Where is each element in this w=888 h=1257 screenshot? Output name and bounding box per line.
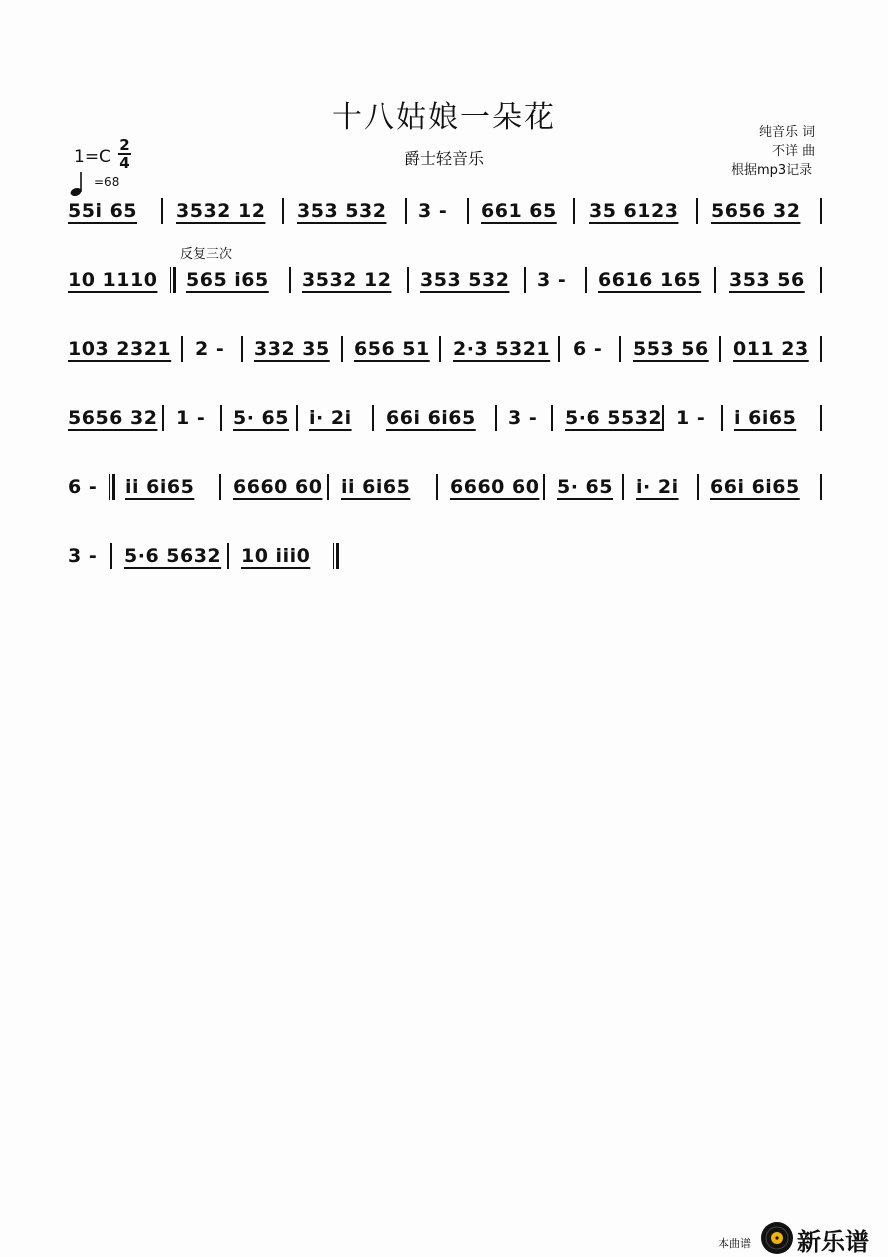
barline <box>551 405 553 431</box>
score-line <box>0 537 888 575</box>
measure: 5·6 5632 <box>124 545 222 567</box>
barline <box>227 543 229 569</box>
measure: 66i 6i65 <box>710 476 800 498</box>
composer-credit: 不详 曲 <box>772 144 816 159</box>
measure: i· 2i <box>636 476 679 498</box>
barline <box>524 267 526 293</box>
site-brand: 新乐谱 <box>797 1228 869 1256</box>
barline <box>161 198 163 224</box>
barline <box>662 405 664 431</box>
double-barline <box>333 543 339 569</box>
score-line <box>0 192 888 230</box>
measure: 553 56 <box>633 338 709 360</box>
measure: 2 - <box>195 338 225 360</box>
barline <box>558 336 560 362</box>
measure: ii 6i65 <box>341 476 411 498</box>
measure: 353 56 <box>729 269 805 291</box>
time-signature-bottom: 4 <box>119 153 130 172</box>
measure: 2·3 5321 <box>453 338 551 360</box>
key-signature: 1=C <box>74 147 111 167</box>
barline <box>820 198 822 224</box>
barline <box>439 336 441 362</box>
barline <box>181 336 183 362</box>
measure: 353 532 <box>297 200 387 222</box>
measure: 1 - <box>176 407 206 429</box>
barline <box>820 336 822 362</box>
barline <box>372 405 374 431</box>
measure: 5·6 5532 <box>565 407 663 429</box>
measure: 6 - <box>573 338 603 360</box>
barline <box>721 405 723 431</box>
measure: 6660 60 <box>450 476 540 498</box>
time-signature <box>118 137 131 171</box>
measure: 353 532 <box>420 269 510 291</box>
double-barline <box>109 474 115 500</box>
repeat-instruction: 反复三次 <box>180 247 233 262</box>
measure: 6616 165 <box>598 269 702 291</box>
barline <box>219 474 221 500</box>
score-line <box>0 261 888 299</box>
measure: 332 35 <box>254 338 330 360</box>
measure: i· 2i <box>309 407 352 429</box>
measure: 10 iii0 <box>241 545 311 567</box>
barline <box>573 198 575 224</box>
vinyl-record-icon <box>760 1221 794 1255</box>
measure: 3 - <box>418 200 448 222</box>
footer-caption: 本曲谱 <box>718 1237 751 1250</box>
barline <box>110 543 112 569</box>
page-subtitle: 爵士轻音乐 <box>403 149 484 168</box>
barline <box>714 267 716 293</box>
barline <box>436 474 438 500</box>
barline <box>619 336 621 362</box>
transcription-credit: 根据mp3记录 <box>731 163 813 178</box>
barline <box>162 405 164 431</box>
measure: 3532 12 <box>176 200 266 222</box>
barline <box>296 405 298 431</box>
measure: 011 23 <box>733 338 809 360</box>
measure: i 6i65 <box>734 407 797 429</box>
barline <box>719 336 721 362</box>
barline <box>543 474 545 500</box>
barline <box>820 405 822 431</box>
measure: 661 65 <box>481 200 557 222</box>
barline <box>697 474 699 500</box>
score-line <box>0 330 888 368</box>
barline <box>327 474 329 500</box>
measure: 1 - <box>676 407 706 429</box>
barline <box>622 474 624 500</box>
measure: 5· 65 <box>233 407 289 429</box>
measure: 3 - <box>68 545 98 567</box>
barline <box>341 336 343 362</box>
measure: 656 51 <box>354 338 430 360</box>
measure: 6660 60 <box>233 476 323 498</box>
measure: 55i 65 <box>68 200 138 222</box>
tempo-marking: =68 <box>94 175 120 189</box>
barline <box>696 198 698 224</box>
measure: 565 i65 <box>186 269 269 291</box>
measure: 5656 32 <box>711 200 801 222</box>
barline <box>820 474 822 500</box>
barline <box>467 198 469 224</box>
measure: 3 - <box>537 269 567 291</box>
measure: 5656 32 <box>68 407 158 429</box>
measure: 35 6123 <box>589 200 679 222</box>
time-signature-top: 2 <box>119 136 130 154</box>
barline <box>289 267 291 293</box>
barline <box>405 198 407 224</box>
measure: 10 1110 <box>68 269 158 291</box>
measure: 66i 6i65 <box>386 407 476 429</box>
measure: 5· 65 <box>557 476 613 498</box>
measure: 103 2321 <box>68 338 172 360</box>
double-barline <box>170 267 176 293</box>
measure: 6 - <box>68 476 98 498</box>
lyricist-credit: 纯音乐 词 <box>759 125 816 140</box>
barline <box>241 336 243 362</box>
score-line <box>0 468 888 506</box>
barline <box>220 405 222 431</box>
barline <box>820 267 822 293</box>
barline <box>495 405 497 431</box>
page-title: 十八姑娘一朵花 <box>332 100 556 135</box>
measure: 3532 12 <box>302 269 392 291</box>
barline <box>407 267 409 293</box>
measure: 3 - <box>508 407 538 429</box>
score-line <box>0 399 888 437</box>
barline <box>282 198 284 224</box>
barline <box>585 267 587 293</box>
measure: ii 6i65 <box>125 476 195 498</box>
